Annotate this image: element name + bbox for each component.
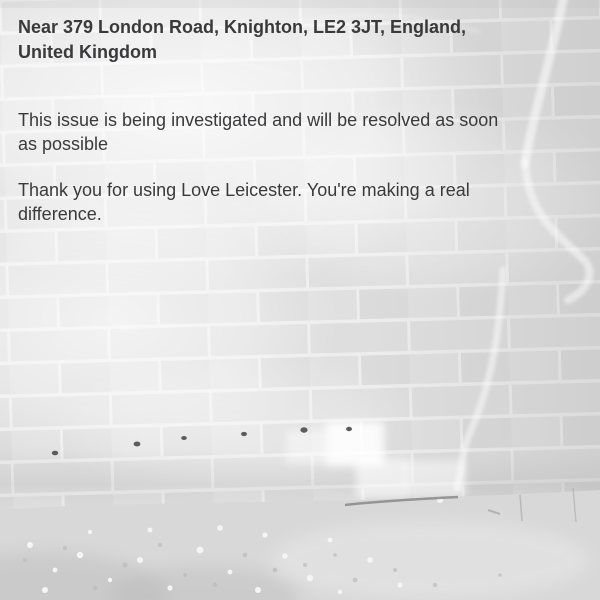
thanks-message [18,178,570,226]
report-location [18,15,570,65]
status-line-1: This issue is being investigated and will be resolved as soon [18,110,499,130]
location-line-1: Near 379 London Road, Knighton, LE2 3JT, England, [18,17,467,37]
thanks-line-2: difference. [18,204,102,224]
status-line-2: as possible [18,134,109,154]
location-line-2: United Kingdom [18,42,157,62]
report-details [18,15,570,226]
status-message [18,108,570,156]
thanks-line-1: Thank you for using Love Leicester. You're making a real [18,180,470,200]
gravel-ground [0,490,600,600]
